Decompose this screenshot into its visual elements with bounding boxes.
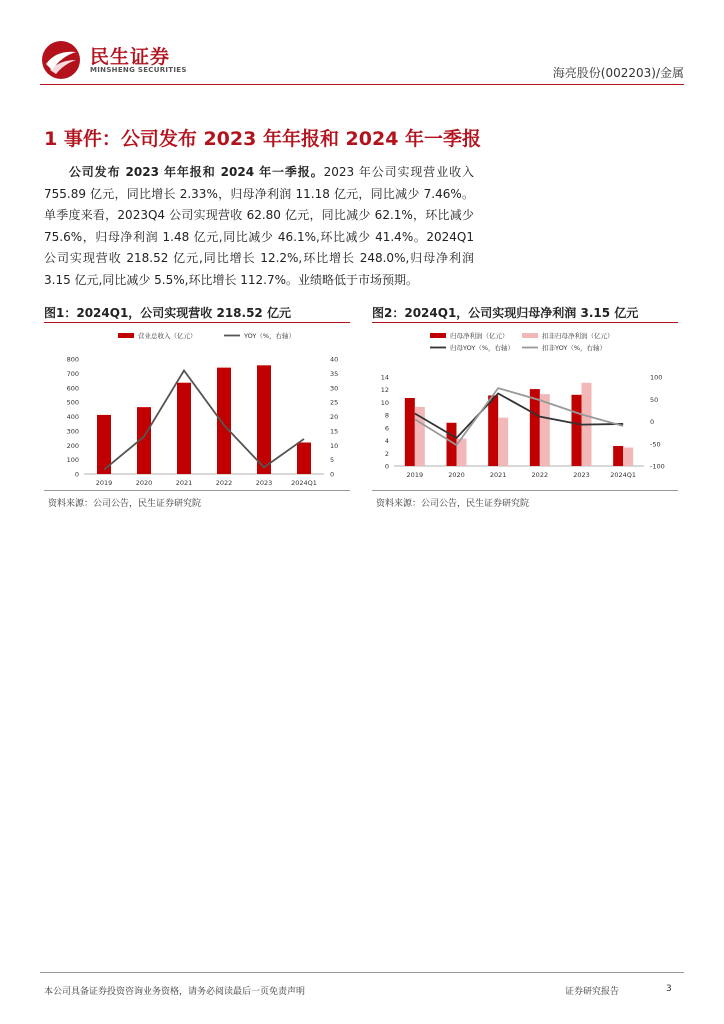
y-right-tick-label: -100 (650, 462, 665, 471)
legend-swatch (430, 333, 446, 338)
y-right-tick-label: 15 (330, 427, 339, 436)
y-left-tick-label: 6 (384, 424, 389, 433)
y-right-tick-label: 0 (330, 470, 335, 479)
y-left-tick-label: 0 (384, 462, 389, 471)
y-left-tick-label: 400 (66, 413, 79, 421)
x-tick-label: 2019 (406, 471, 424, 479)
legend-swatch (522, 333, 538, 338)
y-right-tick-label: 35 (330, 369, 339, 378)
y-right-tick-label: 5 (330, 456, 335, 465)
net-profit-chart (372, 324, 678, 490)
x-tick-label: 2020 (135, 479, 153, 487)
y-left-tick-label: 14 (380, 373, 389, 382)
bar-2022 (217, 368, 231, 474)
x-tick-label: 2023 (573, 471, 590, 479)
logo-text-en: MINSHENG SECURITIES (90, 66, 187, 74)
legend-label: YOY（%，右轴） (244, 332, 296, 340)
bar-2021 (177, 383, 191, 474)
header-divider (40, 84, 684, 85)
paragraph-lead: 公司发布 2023 年年报和 2024 年一季报。 (68, 165, 324, 179)
bar-2024Q1 (613, 446, 623, 466)
section-title: 1 事件：公司发布 2023 年年报和 2024 年一季报 (44, 128, 482, 150)
y-right-tick-label: 0 (650, 418, 655, 426)
stock-label: 海亮股份(002203)/金属 (552, 66, 684, 80)
yoy-line-0 (104, 371, 304, 470)
y-left-tick-label: 700 (66, 369, 79, 378)
y-left-tick-label: 0 (74, 470, 79, 479)
footer-disclaimer: 本公司具备证券投资咨询业务资格，请务必阅读最后一页免责声明 (44, 987, 306, 997)
y-left-tick-label: 8 (384, 411, 389, 420)
y-left-tick-label: 200 (66, 441, 79, 450)
figure1-source: 资料来源：公司公告，民生证券研究院 (48, 499, 202, 509)
bar-2021 (488, 395, 498, 466)
x-tick-label: 2021 (489, 471, 507, 479)
y-left-tick-label: 800 (66, 355, 79, 364)
logo-text-cn: 民生证券 (90, 46, 171, 68)
bar-2024Q1 (623, 448, 633, 466)
paragraph-body: 2023 年公司实现营业收入 755.89 亿元，同比增长 2.33%，归母净利润 11.18 亿元，同比减少 7.46%。单季度来看，2023Q4 公司实现营收 62.80 亿元，同比减少 62.1%，环比减少 75.6%，归母净利润 1.48 亿元,同比减少 46.1%,环比减少 41.4%。2024Q1 公司实现营收 218.52 亿元,同比增长 12.2%,环比增长 248.0%,归母净利润 3.15 亿元,同比减少 5.5%,环比增长 112.7%。业绩略低于市场预期。 (44, 165, 474, 287)
footer-report-type: 证券研究报告 (565, 987, 620, 997)
legend-swatch (118, 333, 134, 338)
y-right-tick-label: 25 (330, 398, 339, 407)
legend-label: 扣非YOY（%，右轴） (542, 344, 607, 352)
y-left-tick-label: 300 (66, 427, 79, 436)
figure1-rule (44, 322, 350, 323)
bar-2024Q1 (297, 443, 311, 474)
figure2-source: 资料来源：公司公告，民生证券研究院 (376, 499, 530, 509)
bar-2023 (572, 395, 582, 466)
page-header (40, 40, 684, 80)
y-left-tick-label: 12 (380, 386, 389, 395)
legend-label: 归母YOY（%，右轴） (450, 344, 515, 352)
y-right-tick-label: 30 (330, 384, 339, 393)
y-right-tick-label: -50 (650, 440, 661, 449)
yoy-line-1 (415, 388, 623, 445)
minsheng-logo-icon (40, 40, 82, 80)
footer-divider (40, 972, 684, 973)
yoy-line-0 (415, 393, 623, 438)
y-left-tick-label: 500 (66, 398, 79, 407)
figure1-bottom-rule (44, 490, 350, 491)
y-right-tick-label: 100 (650, 373, 663, 382)
figure2-title: 图2：2024Q1，公司实现归母净利润 3.15 亿元 (372, 306, 639, 320)
y-left-tick-label: 100 (66, 456, 79, 465)
bar-2021 (498, 418, 508, 466)
x-tick-label: 2022 (215, 479, 233, 487)
bar-2023 (257, 365, 271, 474)
figure2-bottom-rule (372, 490, 678, 491)
y-left-tick-label: 10 (380, 398, 389, 407)
y-right-tick-label: 40 (330, 355, 339, 364)
legend-label: 归母净利润（亿元） (450, 332, 509, 340)
revenue-chart (44, 324, 350, 490)
x-tick-label: 2024Q1 (610, 471, 637, 479)
bar-2022 (540, 394, 550, 466)
y-right-tick-label: 50 (650, 395, 659, 404)
y-left-tick-label: 600 (66, 384, 79, 393)
x-tick-label: 2023 (255, 479, 273, 487)
y-left-tick-label: 4 (384, 437, 389, 446)
x-tick-label: 2019 (95, 479, 113, 487)
x-tick-label: 2022 (531, 471, 549, 479)
x-tick-label: 2021 (175, 479, 193, 487)
event-paragraph (44, 162, 474, 291)
page-number: 3 (666, 984, 672, 994)
legend-label: 营业总收入（亿元） (138, 332, 197, 340)
figure2-rule (372, 322, 678, 323)
figure1-title: 图1：2024Q1，公司实现营收 218.52 亿元 (44, 306, 291, 320)
bar-2019 (405, 398, 415, 466)
y-right-tick-label: 10 (330, 441, 339, 450)
y-right-tick-label: 20 (330, 413, 339, 421)
legend-label: 扣非归母净利润（亿元） (542, 332, 614, 340)
y-left-tick-label: 2 (384, 449, 389, 458)
x-tick-label: 2024Q1 (291, 479, 317, 487)
x-tick-label: 2020 (448, 471, 465, 479)
